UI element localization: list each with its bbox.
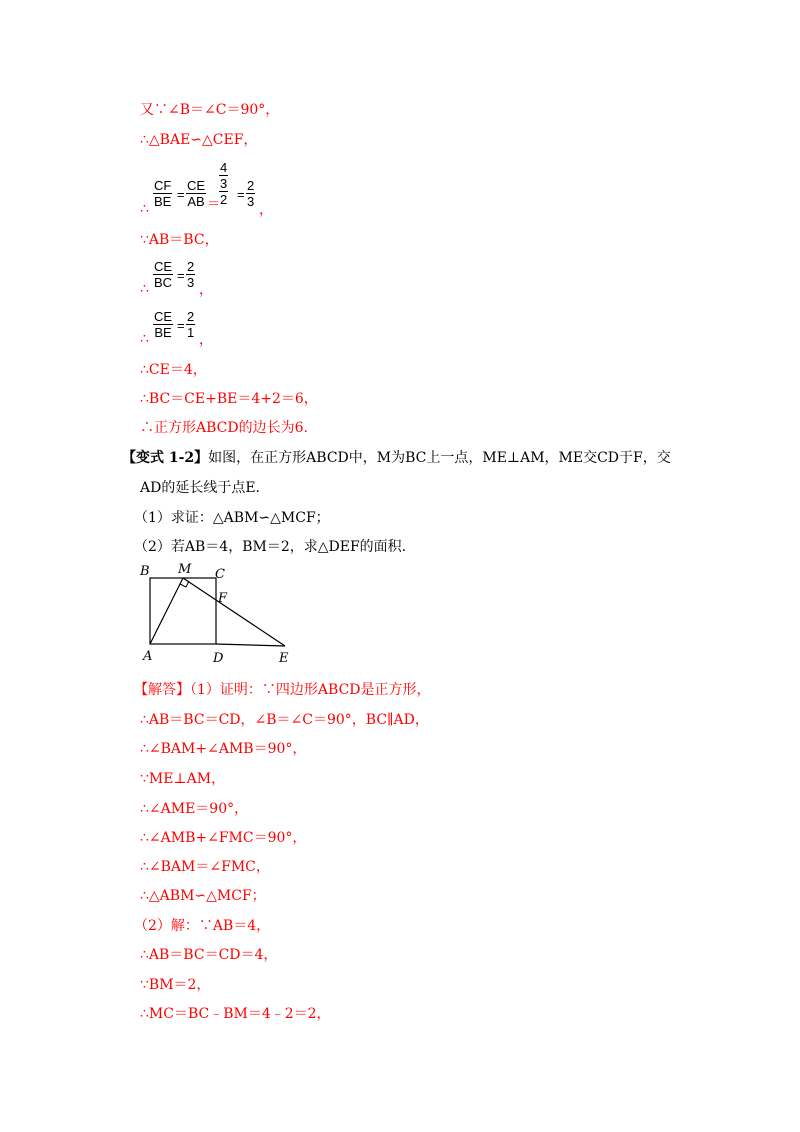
answer-tag: 【解答】: [134, 682, 190, 698]
label-e: E: [279, 651, 289, 666]
answer-line-7: ∴∠BAM＝∠FMC，: [140, 859, 270, 875]
fraction-ce-bc: $\frac{CE}{BC}$: [154, 259, 173, 290]
therefore-mark: ∴: [140, 281, 149, 297]
label-m: M: [178, 562, 192, 577]
fraction-ce-be: $\frac{CE}{BE}$: [154, 309, 173, 340]
solution-line-9: ∴正方形ABCD的边长为6.: [140, 420, 308, 436]
fraction-2-1: $\frac{2}{1}$: [187, 309, 195, 340]
label-f: F: [218, 591, 228, 606]
question-2: （2）若AB＝4，BM＝2，求△DEF的面积.: [134, 539, 407, 555]
square-abcd: [150, 578, 216, 644]
answer-line-6: ∴∠AMB+∠FMC＝90°，: [140, 830, 307, 846]
comma: ，: [199, 282, 213, 298]
fraction-2-3: $\frac{2}{3}$: [187, 259, 195, 290]
answer-line-4: ∵ME⊥AM，: [140, 771, 226, 787]
solution-line-2: ∴△BAE∽△CEF，: [140, 132, 258, 148]
fraction-2-3: $\frac{2}{3}$: [247, 178, 255, 209]
fraction-ce-ab: $\frac{CE}{AB}$: [187, 178, 206, 209]
segment-am: [150, 578, 183, 644]
answer-line-5: ∴∠AME＝90°，: [140, 801, 249, 817]
solution-line-1: 又∵∠B＝∠C＝90°，: [140, 102, 280, 118]
label-d: D: [213, 651, 224, 666]
comma: ，: [199, 332, 213, 348]
therefore-mark: ∴: [140, 201, 149, 217]
solution-line-7: ∴CE＝4，: [140, 362, 207, 378]
equals-sign: =: [177, 318, 185, 333]
answer-line-11: ∵BM＝2，: [140, 977, 211, 993]
answer-line-2: ∴AB＝BC＝CD，∠B＝∠C＝90°，BC∥AD，: [140, 712, 429, 728]
problem-line-2: AD的延长线于点E.: [140, 480, 261, 496]
answer-line-12: ∴MC＝BC﹣BM＝4﹣2＝2，: [140, 1006, 331, 1022]
segment-me: [183, 578, 285, 646]
answer-line-1: [134, 681, 431, 699]
comma: ，: [259, 202, 273, 218]
label-a: A: [143, 649, 153, 664]
solution-line-8: ∴BC＝CE+BE＝4+2＝6，: [140, 391, 318, 407]
equals-sign: =: [177, 268, 185, 283]
fraction-cf-be: $\frac{CF}{BE}$: [154, 178, 172, 209]
answer-text: （1）证明：∵四边形ABCD是正方形，: [190, 682, 431, 698]
label-c: C: [215, 567, 225, 582]
question-1: （1）求证：△ABM∽△MCF；: [134, 510, 330, 526]
equals-sign: =: [237, 187, 245, 202]
answer-line-9: （2）解：∵AB＝4，: [134, 918, 271, 934]
equals-sign: =: [177, 187, 185, 202]
answer-line-3: ∴∠BAM+∠AMB＝90°，: [140, 741, 307, 757]
problem-text: 如图，在正方形ABCD中，M为BC上一点，ME⊥AM，ME交CD于F，交: [208, 450, 671, 466]
problem-line-1: [122, 449, 671, 467]
fraction-compound: 4 3 2: [220, 160, 228, 207]
segment-de: [216, 644, 285, 646]
solution-line-4: ∵AB＝BC，: [140, 232, 219, 248]
equals-sign: ＝: [207, 196, 221, 211]
answer-line-10: ∴AB＝BC＝CD＝4，: [140, 947, 278, 963]
geometry-figure: [135, 560, 305, 670]
label-b: B: [140, 564, 150, 579]
problem-tag: 【变式 1-2】: [122, 450, 209, 466]
therefore-mark: ∴: [140, 331, 149, 347]
answer-line-8: ∴△ABM∽△MCF；: [140, 888, 266, 904]
